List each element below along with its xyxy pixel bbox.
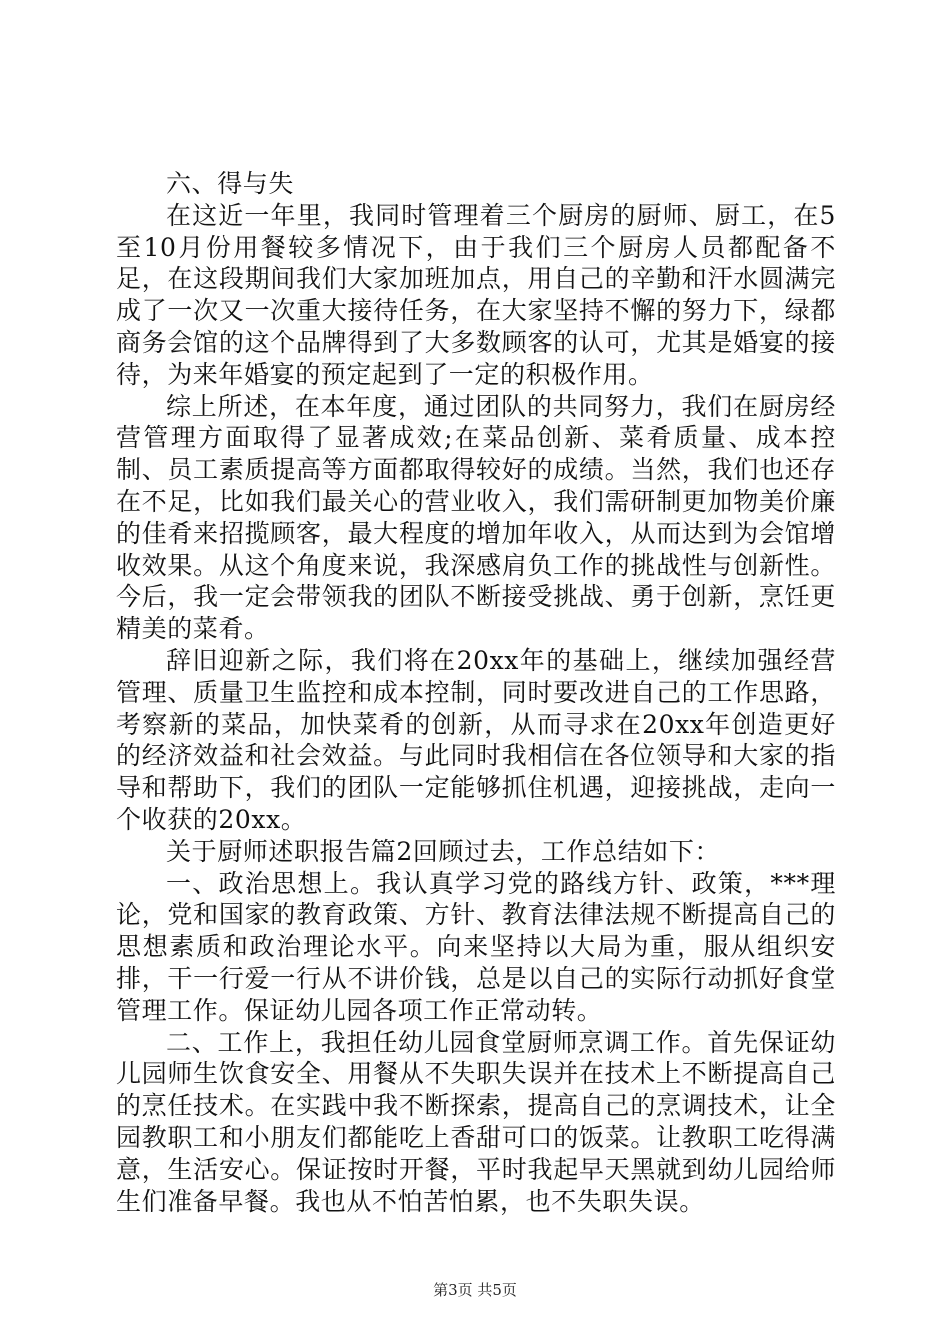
- paragraph: 综上所述，在本年度，通过团队的共同努力，我们在厨房经营管理方面取得了显著成效;在菜品创新、菜肴质量、成本控制、员工素质提高等方面都取得较好的成绩。当然，我们也还存在不足，比如我们最关心的营业收入，我们需研制更加物美价廉的佳肴来招揽顾客，最大程度的增加年收入，从而达到为会馆增收效果。从这个角度来说，我深感肩负工作的挑战性与创新性。今后，我一定会带领我的团队不断接受挑战、勇于创新，烹饪更精美的菜肴。: [116, 391, 836, 644]
- paragraph: 关于厨师述职报告篇2回顾过去，工作总结如下：: [166, 836, 721, 866]
- section-heading: 六、得与失: [166, 169, 295, 198]
- document-body: [116, 168, 836, 1217]
- paragraph: 辞旧迎新之际，我们将在20xx年的基础上，继续加强经营管理、质量卫生监控和成本控制，同时要改进自己的工作思路，考察新的菜品，加快菜肴的创新，从而寻求在20xx年创造更好的经济效益和社会效益。与此同时我相信在各位领导和大家的指导和帮助下，我们的团队一定能够抓住机遇，迎接挑战，走向一个收获的20xx。: [116, 645, 836, 834]
- paragraph: 在这近一年里，我同时管理着三个厨房的厨师、厨工，在5至10月份用餐较多情况下，由于我们三个厨房人员都配备不足，在这段期间我们大家加班加点，用自己的辛勤和汗水圆满完成了一次又一次重大接待任务，在大家坚持不懈的努力下，绿都商务会馆的这个品牌得到了大多数顾客的认可，尤其是婚宴的接待，为来年婚宴的预定起到了一定的积极作用。: [116, 200, 836, 389]
- page-number-footer: 第3页 共5页: [433, 1281, 517, 1299]
- paragraph: 二、工作上，我担任幼儿园食堂厨师烹调工作。首先保证幼儿园师生饮食安全、用餐从不失职失误并在技术上不断提高自己的烹任技术。在实践中我不断探索，提高自己的烹调技术，让全园教职工和小朋友们都能吃上香甜可口的饭菜。让教职工吃得满意，生活安心。保证按时开餐，平时我起早天黑就到幼儿园给师生们准备早餐。我也从不怕苦怕累，也不失职失误。: [116, 1027, 836, 1216]
- paragraph: 一、政治思想上。我认真学习党的路线方针、政策，***理论，党和国家的教育政策、方针、教育法律法规不断提高自己的思想素质和政治理论水平。向来坚持以大局为重，服从组织安排，干一行爱一行从不讲价钱，总是以自己的实际行动抓好食堂管理工作。保证幼儿园各项工作正常动转。: [116, 868, 836, 1025]
